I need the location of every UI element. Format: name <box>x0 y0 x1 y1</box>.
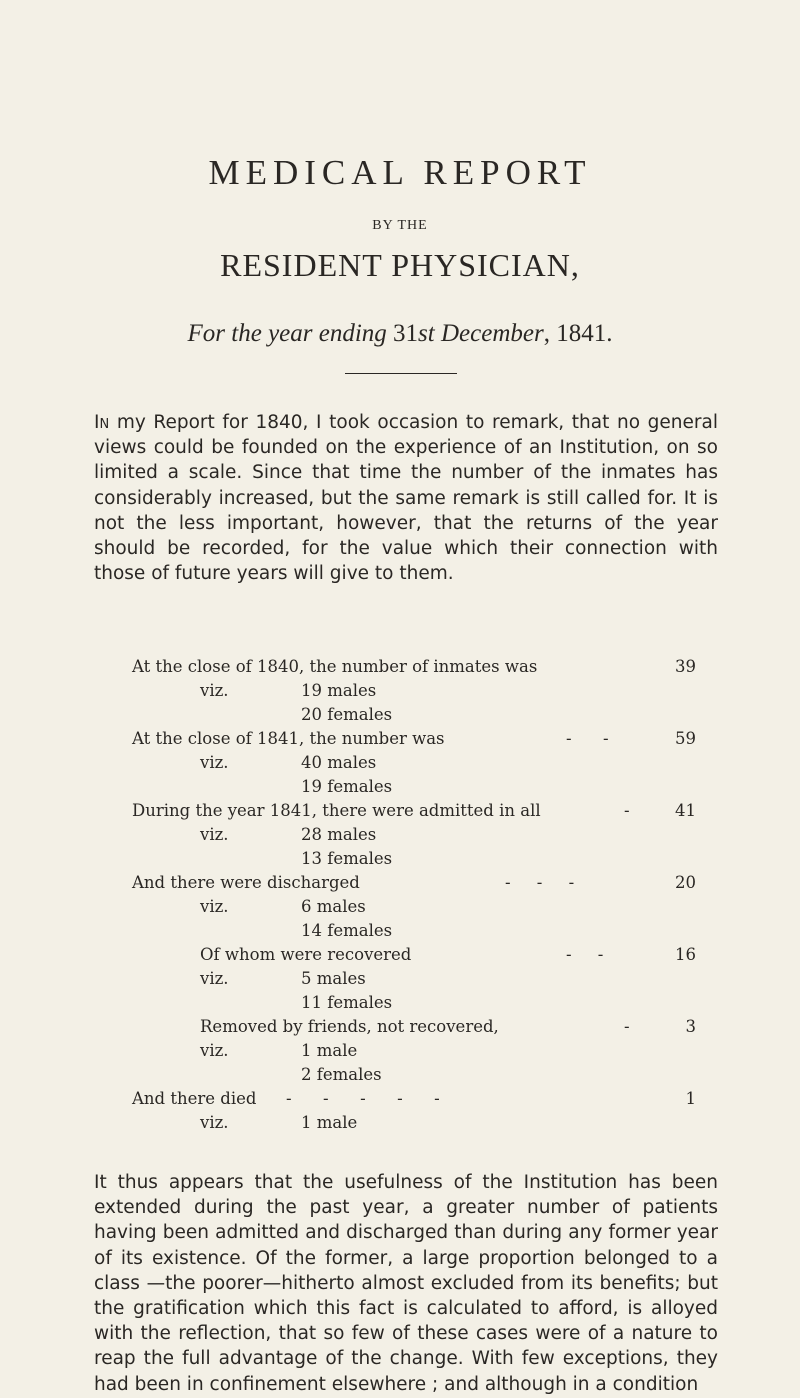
stat-viz: viz. <box>200 897 229 916</box>
subtitle-month: December <box>440 320 544 347</box>
stat-value: 16 <box>675 945 696 964</box>
stat-dashes: - <box>624 801 630 820</box>
stat-value: 3 <box>685 1017 696 1036</box>
stat-value: 20 <box>675 873 696 892</box>
stat-males: 40 males <box>301 753 377 772</box>
stat-label: During the year 1841, there were admitted in all <box>132 801 541 820</box>
report-by-line: BY THE <box>372 218 428 233</box>
stat-females: 2 females <box>301 1065 382 1084</box>
stat-males: 28 males <box>301 825 377 844</box>
stat-males: 1 male <box>301 1041 358 1060</box>
report-author: RESIDENT PHYSICIAN, <box>220 247 580 283</box>
stat-label: At the close of 1840, the number of inmates was <box>132 657 538 676</box>
stat-viz: viz. <box>200 1041 229 1060</box>
conclusion-paragraph: It thus appears that the usefulness of the Institution has been extended during the past year, a greater number of patients having been admitted and discharged than during any former year of its existence. Of the former, a large proportion belonged to a class —the poorer—hitherto almost excluded from its benefits; but the gratification which this fact is calculated to afford, is alloyed with the reflection, that so few of these cases were of a nature to reap the full advantage of the change. With few exceptions, they had been in confinement elsewhere ; and although in a condition <box>94 1172 718 1395</box>
stat-viz: viz. <box>200 969 229 988</box>
stat-viz: viz. <box>200 825 229 844</box>
stat-label: Of whom were recovered <box>200 945 412 964</box>
stat-dashes: - <box>624 1017 630 1036</box>
subtitle-italic: For the year ending <box>187 320 387 347</box>
stat-females: 20 females <box>301 705 393 724</box>
stat-dashes: - - - <box>505 873 575 892</box>
stat-dashes: - - <box>566 945 604 964</box>
stat-viz: viz. <box>200 753 229 772</box>
stat-viz: viz. <box>200 681 229 700</box>
subtitle-year: 1841. <box>556 320 613 347</box>
stat-viz: viz. <box>200 1113 229 1132</box>
stat-males: 5 males <box>301 969 366 988</box>
stat-females: 13 females <box>301 849 393 868</box>
stat-label: Removed by friends, not recovered, <box>200 1017 499 1036</box>
stat-label: And there were discharged <box>132 873 360 892</box>
stat-females: 14 females <box>301 921 393 940</box>
stat-males: 19 males <box>301 681 377 700</box>
stat-label: And there died <box>132 1089 257 1108</box>
intro-lead: In <box>94 412 110 433</box>
report-subtitle: For the year ending 31st December, 1841. <box>187 320 613 347</box>
stat-dashes: - - - - - <box>286 1089 440 1108</box>
stat-males: 6 males <box>301 897 366 916</box>
stat-value: 1 <box>685 1089 696 1108</box>
stat-value: 59 <box>675 729 696 748</box>
stat-females: 19 females <box>301 777 393 796</box>
stat-dashes: - - <box>566 729 609 748</box>
report-title: MEDICAL REPORT <box>208 153 592 192</box>
stat-females: 11 females <box>301 993 393 1012</box>
stat-males: 1 male <box>301 1113 358 1132</box>
stat-label: At the close of 1841, the number was <box>132 729 445 748</box>
subtitle-date-suffix: st <box>418 320 435 347</box>
intro-text: my Report for 1840, I took occasion to remark, that no general views could be founded on the experience of an Institution, on so limited a scale. Since that time the number of the inmates has considerably increased, but the same remark is still called for. It is not the less important, however, that the returns of the year should be recorded, for the value which their connection with those of future years will give to them. <box>94 412 718 585</box>
subtitle-date-num: 31 <box>393 320 419 347</box>
stat-value: 39 <box>675 657 696 676</box>
stat-value: 41 <box>675 801 696 820</box>
